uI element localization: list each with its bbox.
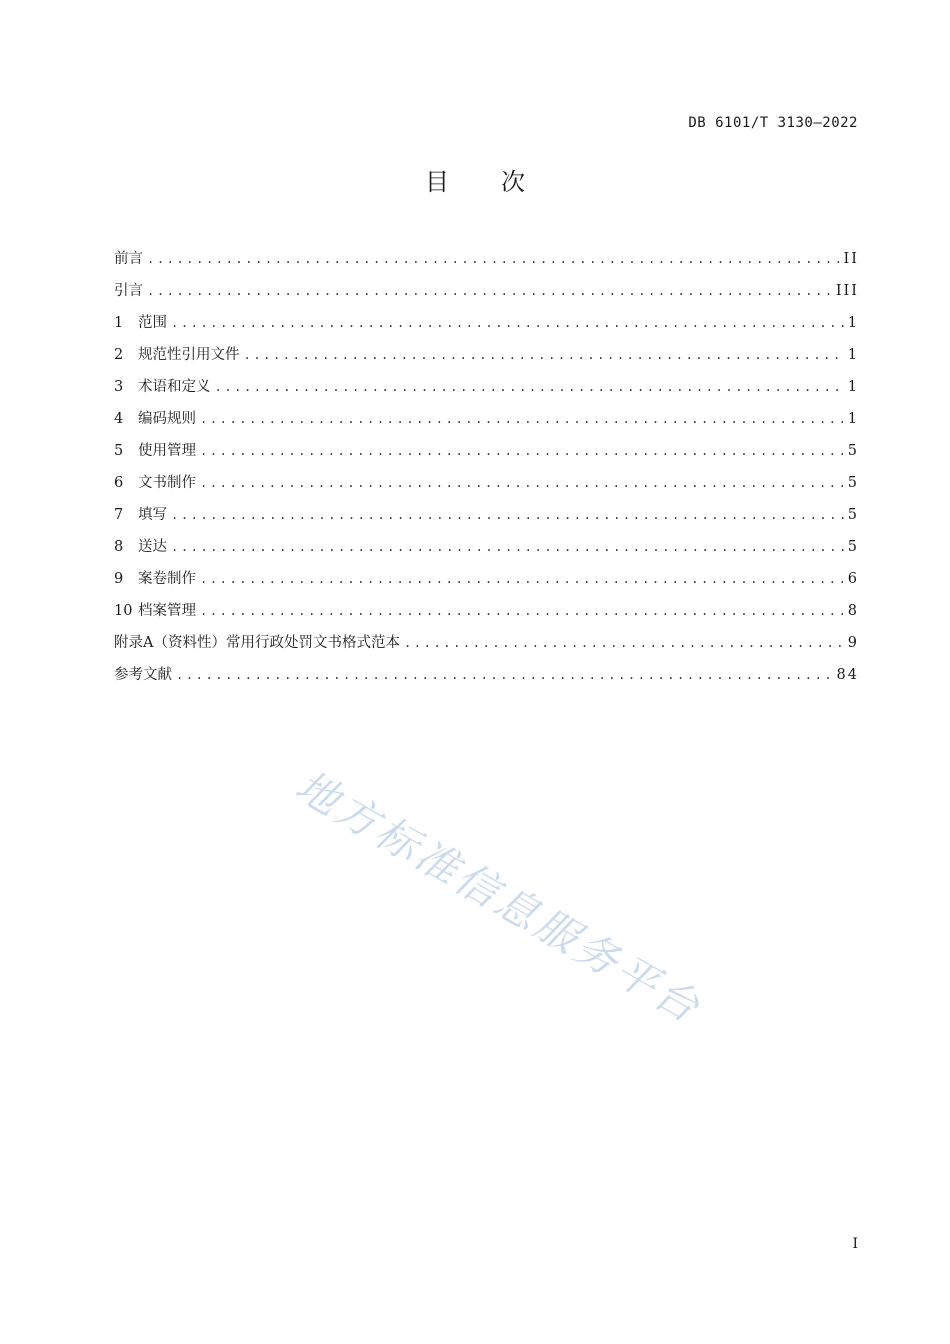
- toc-entry-label: 规范性引用文件: [138, 347, 240, 363]
- toc-entry[interactable]: [114, 343, 859, 375]
- toc-entry-label: 使用管理: [138, 443, 196, 459]
- toc-leader-dots: [200, 412, 844, 426]
- page-number: I: [852, 1236, 858, 1252]
- toc-entry-number: 4: [114, 411, 124, 427]
- toc-leader-dots: [200, 572, 844, 586]
- toc-entry-page: 1: [847, 347, 859, 363]
- toc-entry-page: 1: [847, 379, 859, 395]
- toc-entry[interactable]: [114, 311, 859, 343]
- toc-entry-page: 5: [847, 475, 859, 491]
- toc-entry-page: 5: [847, 443, 859, 459]
- toc-leader-dots: [200, 604, 844, 618]
- toc-entry[interactable]: [114, 503, 859, 535]
- toc-entry-page: 9: [847, 635, 859, 651]
- toc-entry-number: 5: [114, 443, 124, 459]
- toc-entry-label: 术语和定义: [138, 379, 211, 395]
- toc-entry[interactable]: [114, 375, 859, 407]
- page-title: 目次: [425, 168, 577, 196]
- toc-leader-dots: [147, 252, 840, 266]
- toc-leader-dots: [215, 380, 844, 394]
- toc-entry-number: 1: [114, 315, 124, 331]
- toc-leader-dots: [171, 508, 844, 522]
- toc-entry-label: 前言: [114, 251, 143, 267]
- toc-entry-number: 8: [114, 539, 124, 555]
- toc-entry[interactable]: [114, 663, 859, 695]
- toc-entry-page: 84: [836, 667, 859, 683]
- toc-entry-label: 范围: [138, 315, 167, 331]
- toc-leader-dots: [404, 636, 844, 650]
- toc-entry[interactable]: [114, 471, 859, 503]
- toc-entry[interactable]: [114, 439, 859, 471]
- toc-entry-number: 7: [114, 507, 124, 523]
- toc-entry-page: 6: [847, 571, 859, 587]
- toc-entry[interactable]: [114, 407, 859, 439]
- toc-entry[interactable]: [114, 631, 859, 663]
- toc-entry-page: II: [843, 251, 859, 267]
- toc-leader-dots: [147, 284, 832, 298]
- toc-entry[interactable]: [114, 279, 859, 311]
- toc-leader-dots: [171, 540, 844, 554]
- toc-leader-dots: [171, 316, 844, 330]
- toc-entry-number: 6: [114, 475, 124, 491]
- watermark: 地方标准信息服务平台: [287, 760, 711, 1034]
- toc-entry[interactable]: [114, 247, 859, 279]
- toc-entry-label: 引言: [114, 283, 143, 299]
- toc-leader-dots: [244, 348, 844, 362]
- toc-entry-label: 送达: [138, 539, 167, 555]
- toc-entry-number: 10: [114, 603, 133, 619]
- toc-entry-number: 2: [114, 347, 124, 363]
- document-code: DB 6101/T 3130—2022: [688, 115, 858, 131]
- toc-entry-label: 案卷制作: [138, 571, 196, 587]
- toc-entry-page: 5: [847, 539, 859, 555]
- toc-entry-page: 1: [847, 411, 859, 427]
- toc-entry[interactable]: [114, 599, 859, 631]
- toc-entry-page: 8: [847, 603, 859, 619]
- toc-entry-page: 5: [847, 507, 859, 523]
- toc-entry-label: 档案管理: [138, 603, 196, 619]
- toc-leader-dots: [200, 476, 844, 490]
- toc-entry-page: III: [835, 283, 859, 299]
- toc-entry-label: 填写: [138, 507, 167, 523]
- toc-entry[interactable]: [114, 535, 859, 567]
- table-of-contents: [114, 247, 859, 695]
- toc-entry[interactable]: [114, 567, 859, 599]
- toc-entry-number: 3: [114, 379, 124, 395]
- toc-leader-dots: [200, 444, 844, 458]
- toc-entry-label: 参考文献: [114, 667, 172, 683]
- toc-entry-page: 1: [847, 315, 859, 331]
- toc-leader-dots: [176, 668, 833, 682]
- toc-entry-number: 9: [114, 571, 124, 587]
- toc-entry-label: 编码规则: [138, 411, 196, 427]
- toc-entry-label: 附录A（资料性）常用行政处罚文书格式范本: [114, 635, 400, 651]
- toc-entry-label: 文书制作: [138, 475, 196, 491]
